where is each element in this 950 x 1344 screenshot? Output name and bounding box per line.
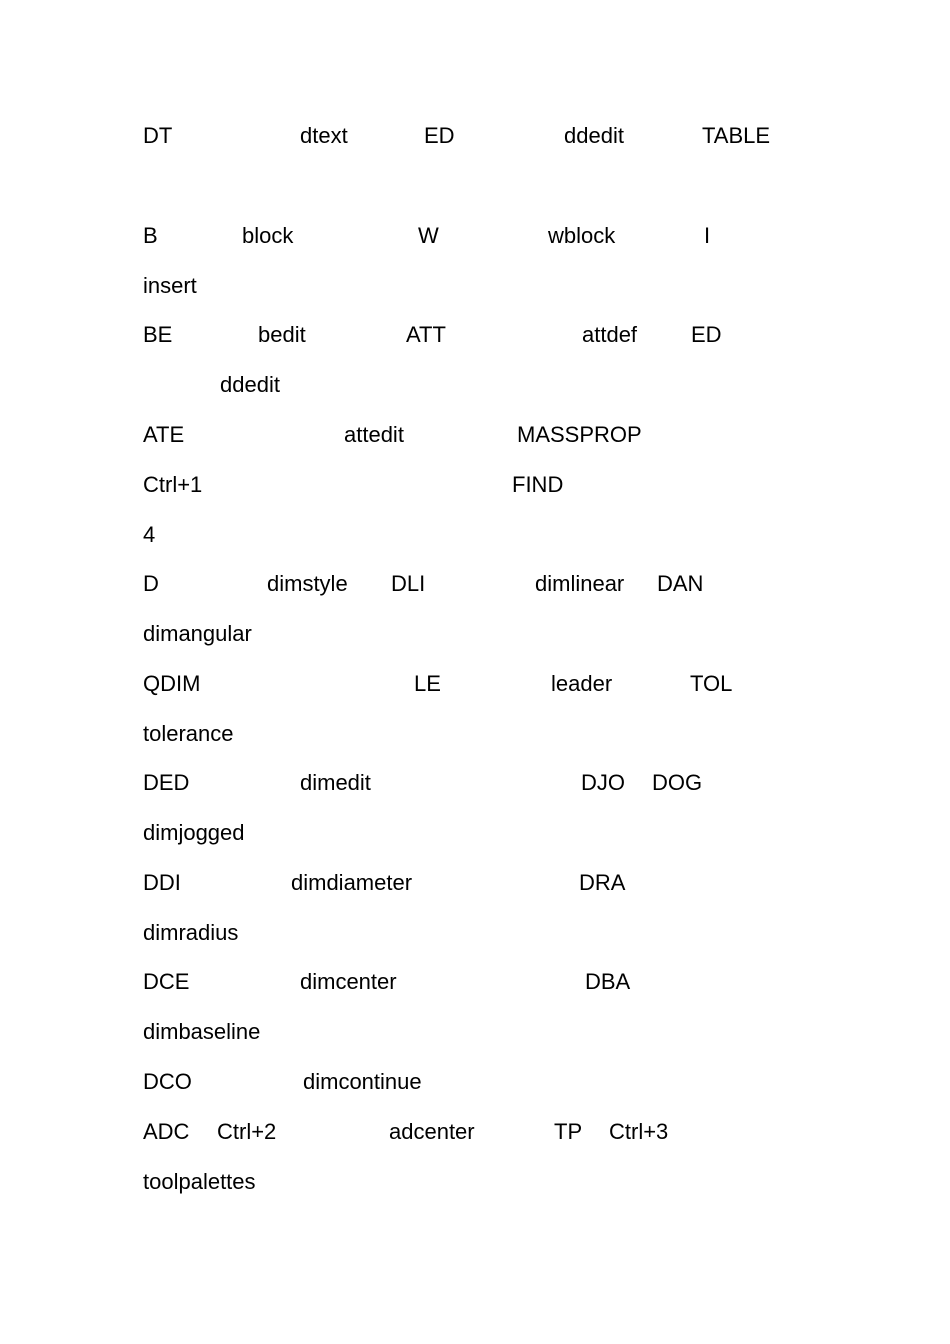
command-name: attdef — [582, 322, 638, 347]
command-name: TABLE — [702, 123, 771, 148]
command-name: toolpalettes — [143, 1169, 256, 1194]
command-name: dimangular — [143, 621, 252, 646]
command-name: attedit — [344, 422, 404, 447]
command-name: tolerance — [143, 721, 234, 746]
command-alias: TP — [554, 1119, 583, 1144]
command-alias: DOG — [652, 770, 703, 795]
command-name: ddedit — [564, 123, 624, 148]
command-name: dimcenter — [300, 969, 397, 994]
command-name: QDIM — [143, 671, 201, 696]
command-alias: DRA — [579, 870, 626, 895]
command-alias: ED — [424, 123, 455, 148]
command-name: dimcontinue — [303, 1069, 422, 1094]
command-alias: DCE — [143, 969, 190, 994]
shortcut-key: Ctrl+3 — [609, 1119, 669, 1144]
command-name: FIND — [512, 472, 564, 497]
command-name: insert — [143, 273, 197, 298]
command-alias: W — [418, 223, 439, 248]
command-alias: DT — [143, 123, 173, 148]
shortcut-key: Ctrl+2 — [217, 1119, 277, 1144]
command-name: adcenter — [389, 1119, 475, 1144]
command-name: dtext — [300, 123, 348, 148]
command-name: bedit — [258, 322, 306, 347]
command-name: dimbaseline — [143, 1019, 261, 1044]
command-alias: ED — [691, 322, 722, 347]
command-name: dimdiameter — [291, 870, 413, 895]
command-name: dimstyle — [267, 571, 348, 596]
command-alias: BE — [143, 322, 173, 347]
command-name: wblock — [548, 223, 616, 248]
command-alias: I — [704, 223, 711, 248]
command-alias: DLI — [391, 571, 426, 596]
command-name: leader — [551, 671, 613, 696]
command-alias: DAN — [657, 571, 704, 596]
command-alias: DCO — [143, 1069, 192, 1094]
command-alias: D — [143, 571, 159, 596]
command-alias: B — [143, 223, 158, 248]
command-name: MASSPROP — [517, 422, 642, 447]
command-name: ddedit — [220, 372, 280, 397]
command-alias: DED — [143, 770, 190, 795]
command-name: dimradius — [143, 920, 239, 945]
command-name: dimjogged — [143, 820, 245, 845]
command-alias: ATT — [406, 322, 446, 347]
command-alias: DDI — [143, 870, 181, 895]
command-alias: DBA — [585, 969, 631, 994]
command-alias: DJO — [581, 770, 625, 795]
shortcut-key: Ctrl+1 — [143, 472, 203, 497]
command-alias: ADC — [143, 1119, 190, 1144]
command-alias: LE — [414, 671, 441, 696]
command-name: dimlinear — [535, 571, 625, 596]
command-name: block — [242, 223, 294, 248]
command-alias: ATE — [143, 422, 185, 447]
command-name: dimedit — [300, 770, 371, 795]
command-alias: TOL — [690, 671, 733, 696]
section-number: 4 — [143, 522, 156, 547]
